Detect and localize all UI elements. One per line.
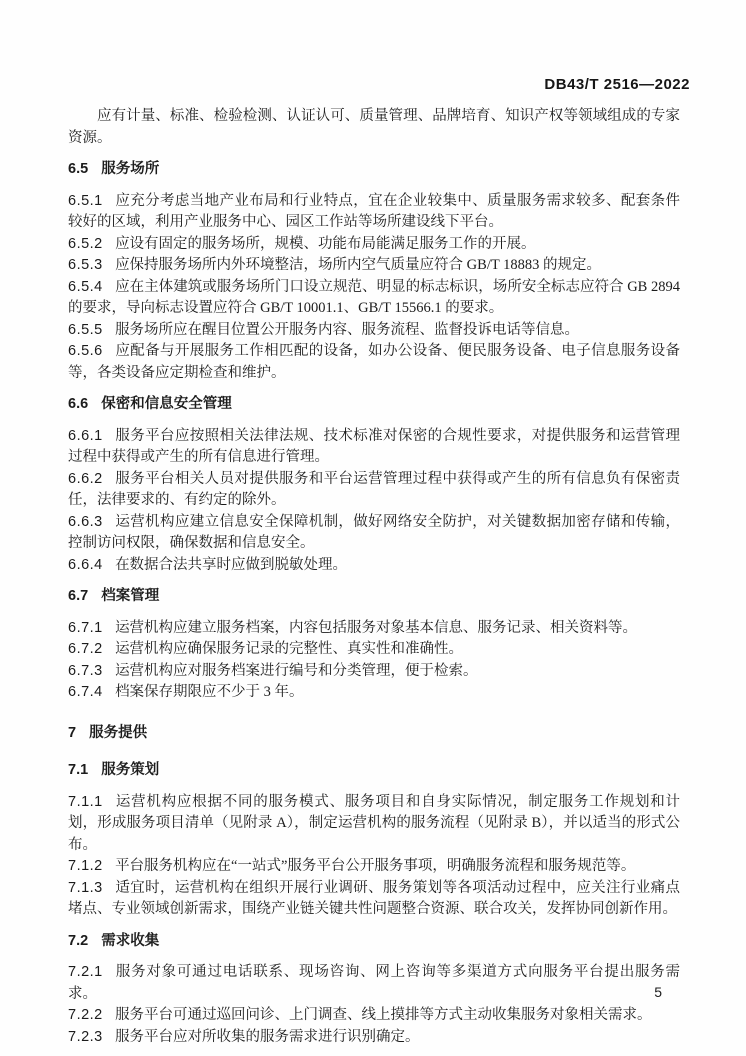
clause-6-6-2 (68, 469, 680, 512)
clause-number: 6.6.2 (68, 470, 103, 487)
clause-text: 运营机构应对服务档案进行编号和分类管理，便于检索。 (115, 662, 478, 679)
clause-text: 服务平台相关人员对提供服务和平台运营管理过程中获得或产生的所有信息负有保密责任，法律要求的、有约定的除外。 (68, 470, 680, 508)
heading-title: 服务场所 (101, 161, 160, 177)
clause-text: 应保持服务场所内外环境整洁，场所内空气质量应符合 GB/T 18883 的规定。 (115, 257, 601, 273)
clause-number: 6.7.3 (68, 662, 103, 679)
heading-title: 需求收集 (101, 932, 160, 949)
clause-text: 服务平台可通过巡回问诊、上门调查、线上摸排等方式主动收集服务对象相关需求。 (115, 1007, 652, 1023)
clause-6-5-3 (68, 255, 680, 277)
clause-text: 应配备与开展服务工作相匹配的设备，如办公设备、便民服务设备、电子信息服务设备等，各类设备应定期检查和维护。 (68, 343, 680, 381)
clause-6-7-4 (68, 682, 680, 704)
clause-number: 6.6.3 (68, 513, 103, 530)
clause-number: 6.7.2 (68, 641, 103, 657)
clause-number: 6.5.3 (68, 257, 103, 273)
heading-6-7 (68, 586, 680, 608)
clause-6-7-3 (68, 661, 680, 683)
clause-text: 服务对象可通过电话联系、现场咨询、网上咨询等多渠道方式向服务平台提出服务需求。 (68, 964, 680, 1002)
clause-number: 6.5.4 (68, 278, 103, 295)
clause-text: 运营机构应建立服务档案，内容包括服务对象基本信息、服务记录、相关资料等。 (115, 619, 638, 636)
clause-number: 7.1.2 (68, 858, 103, 874)
heading-number: 6.5 (68, 161, 89, 177)
clause-7-1-3 (68, 878, 680, 921)
document-body (68, 106, 680, 1048)
heading-title: 档案管理 (101, 588, 160, 604)
clause-6-6-3 (68, 512, 680, 555)
clause-number: 6.5.2 (68, 235, 103, 252)
heading-title: 服务提供 (89, 724, 148, 741)
clause-text: 服务场所应在醒目位置公开服务内容、服务流程、监督投诉电话等信息。 (115, 321, 580, 338)
clause-6-5-1 (68, 191, 680, 234)
heading-number: 6.6 (68, 396, 89, 412)
clause-7-2-2 (68, 1005, 680, 1027)
clause-number: 7.1.3 (68, 879, 103, 896)
page-number: 5 (654, 984, 662, 1000)
clause-number: 7.1.1 (68, 793, 103, 810)
clause-6-6-4 (68, 555, 680, 577)
clause-7-1-1 (68, 792, 680, 857)
clause-6-7-2 (68, 639, 680, 661)
clause-text: 档案保存期限应不少于 3 年。 (115, 684, 304, 700)
clause-text: 运营机构应根据不同的服务模式、服务项目和自身实际情况，制定服务工作规划和计划，形成服务项目清单（见附录 A），制定运营机构的服务流程（见附录 B），并以适当的形式公布。 (68, 793, 680, 853)
clause-text: 在数据合法共享时应做到脱敏处理。 (115, 556, 348, 573)
paragraph-intro: 应有计量、标准、检验检测、认证认可、质量管理、品牌培育、知识产权等领域组成的专家资源。 (68, 108, 680, 146)
clause-number: 7.2.2 (68, 1007, 103, 1023)
clause-6-5-2 (68, 234, 680, 256)
clause-6-5-4 (68, 277, 680, 320)
heading-number: 7.2 (68, 932, 89, 949)
heading-6-5 (68, 159, 680, 181)
heading-7 (68, 723, 680, 745)
heading-number: 7 (68, 724, 77, 741)
clause-number: 7.2.1 (68, 964, 103, 980)
clause-number: 6.5.1 (68, 192, 103, 209)
heading-7-1 (68, 760, 680, 782)
clause-text: 服务平台应按照相关法律法规、技术标准对保密的合规性要求，对提供服务和运营管理过程中获得或产生的所有信息进行管理。 (68, 427, 680, 465)
clause-text: 平台服务机构应在“一站式”服务平台公开服务事项，明确服务流程和服务规范等。 (115, 858, 636, 874)
heading-title: 服务策划 (101, 762, 160, 778)
clause-number: 6.5.6 (68, 343, 103, 359)
clause-number: 6.5.5 (68, 321, 103, 338)
clause-text: 运营机构应建立信息安全保障机制，做好网络安全防护，对关键数据加密存储和传输，控制访问权限，确保数据和信息安全。 (68, 513, 680, 551)
clause-6-5-6 (68, 341, 680, 384)
heading-number: 7.1 (68, 762, 89, 778)
heading-title: 保密和信息安全管理 (101, 396, 232, 412)
clause-text: 适宜时，运营机构在组织开展行业调研、服务策划等各项活动过程中，应关注行业痛点堵点、专业领域创新需求，围绕产业链关键共性问题整合资源、联合攻关，发挥协同创新作用。 (68, 879, 680, 917)
clause-text: 运营机构应确保服务记录的完整性、真实性和准确性。 (115, 641, 464, 657)
clause-number: 6.7.4 (68, 684, 103, 700)
clause-number: 6.6.1 (68, 427, 103, 444)
heading-7-2 (68, 931, 680, 953)
clause-text: 服务平台应对所收集的服务需求进行识别确定。 (115, 1028, 420, 1045)
clause-number: 6.6.4 (68, 556, 103, 573)
clause-text: 应设有固定的服务场所，规模、功能布局能满足服务工作的开展。 (115, 235, 536, 252)
clause-6-7-1 (68, 618, 680, 640)
heading-6-6 (68, 394, 680, 416)
clause-number: 7.2.3 (68, 1028, 103, 1045)
clause-6-6-1 (68, 426, 680, 469)
clause-number: 6.7.1 (68, 619, 103, 636)
clause-text: 应充分考虑当地产业布局和行业特点，宜在企业较集中、质量服务需求较多、配套条件较好的区域，利用产业服务中心、园区工作站等场所建设线下平台。 (68, 192, 680, 230)
clause-7-1-2 (68, 856, 680, 878)
clause-7-2-1 (68, 962, 680, 1005)
clause-text: 应在主体建筑或服务场所门口设立规范、明显的标志标识，场所安全标志应符合 GB 2894 的要求，导向标志设置应符合 GB/T 10001.1、GB/T 15566.1 的要求。 (68, 278, 680, 316)
standard-number-header: DB43/T 2516—2022 (544, 76, 690, 93)
clause-6-5-5 (68, 320, 680, 342)
heading-number: 6.7 (68, 588, 89, 604)
clause-7-2-3 (68, 1027, 680, 1049)
